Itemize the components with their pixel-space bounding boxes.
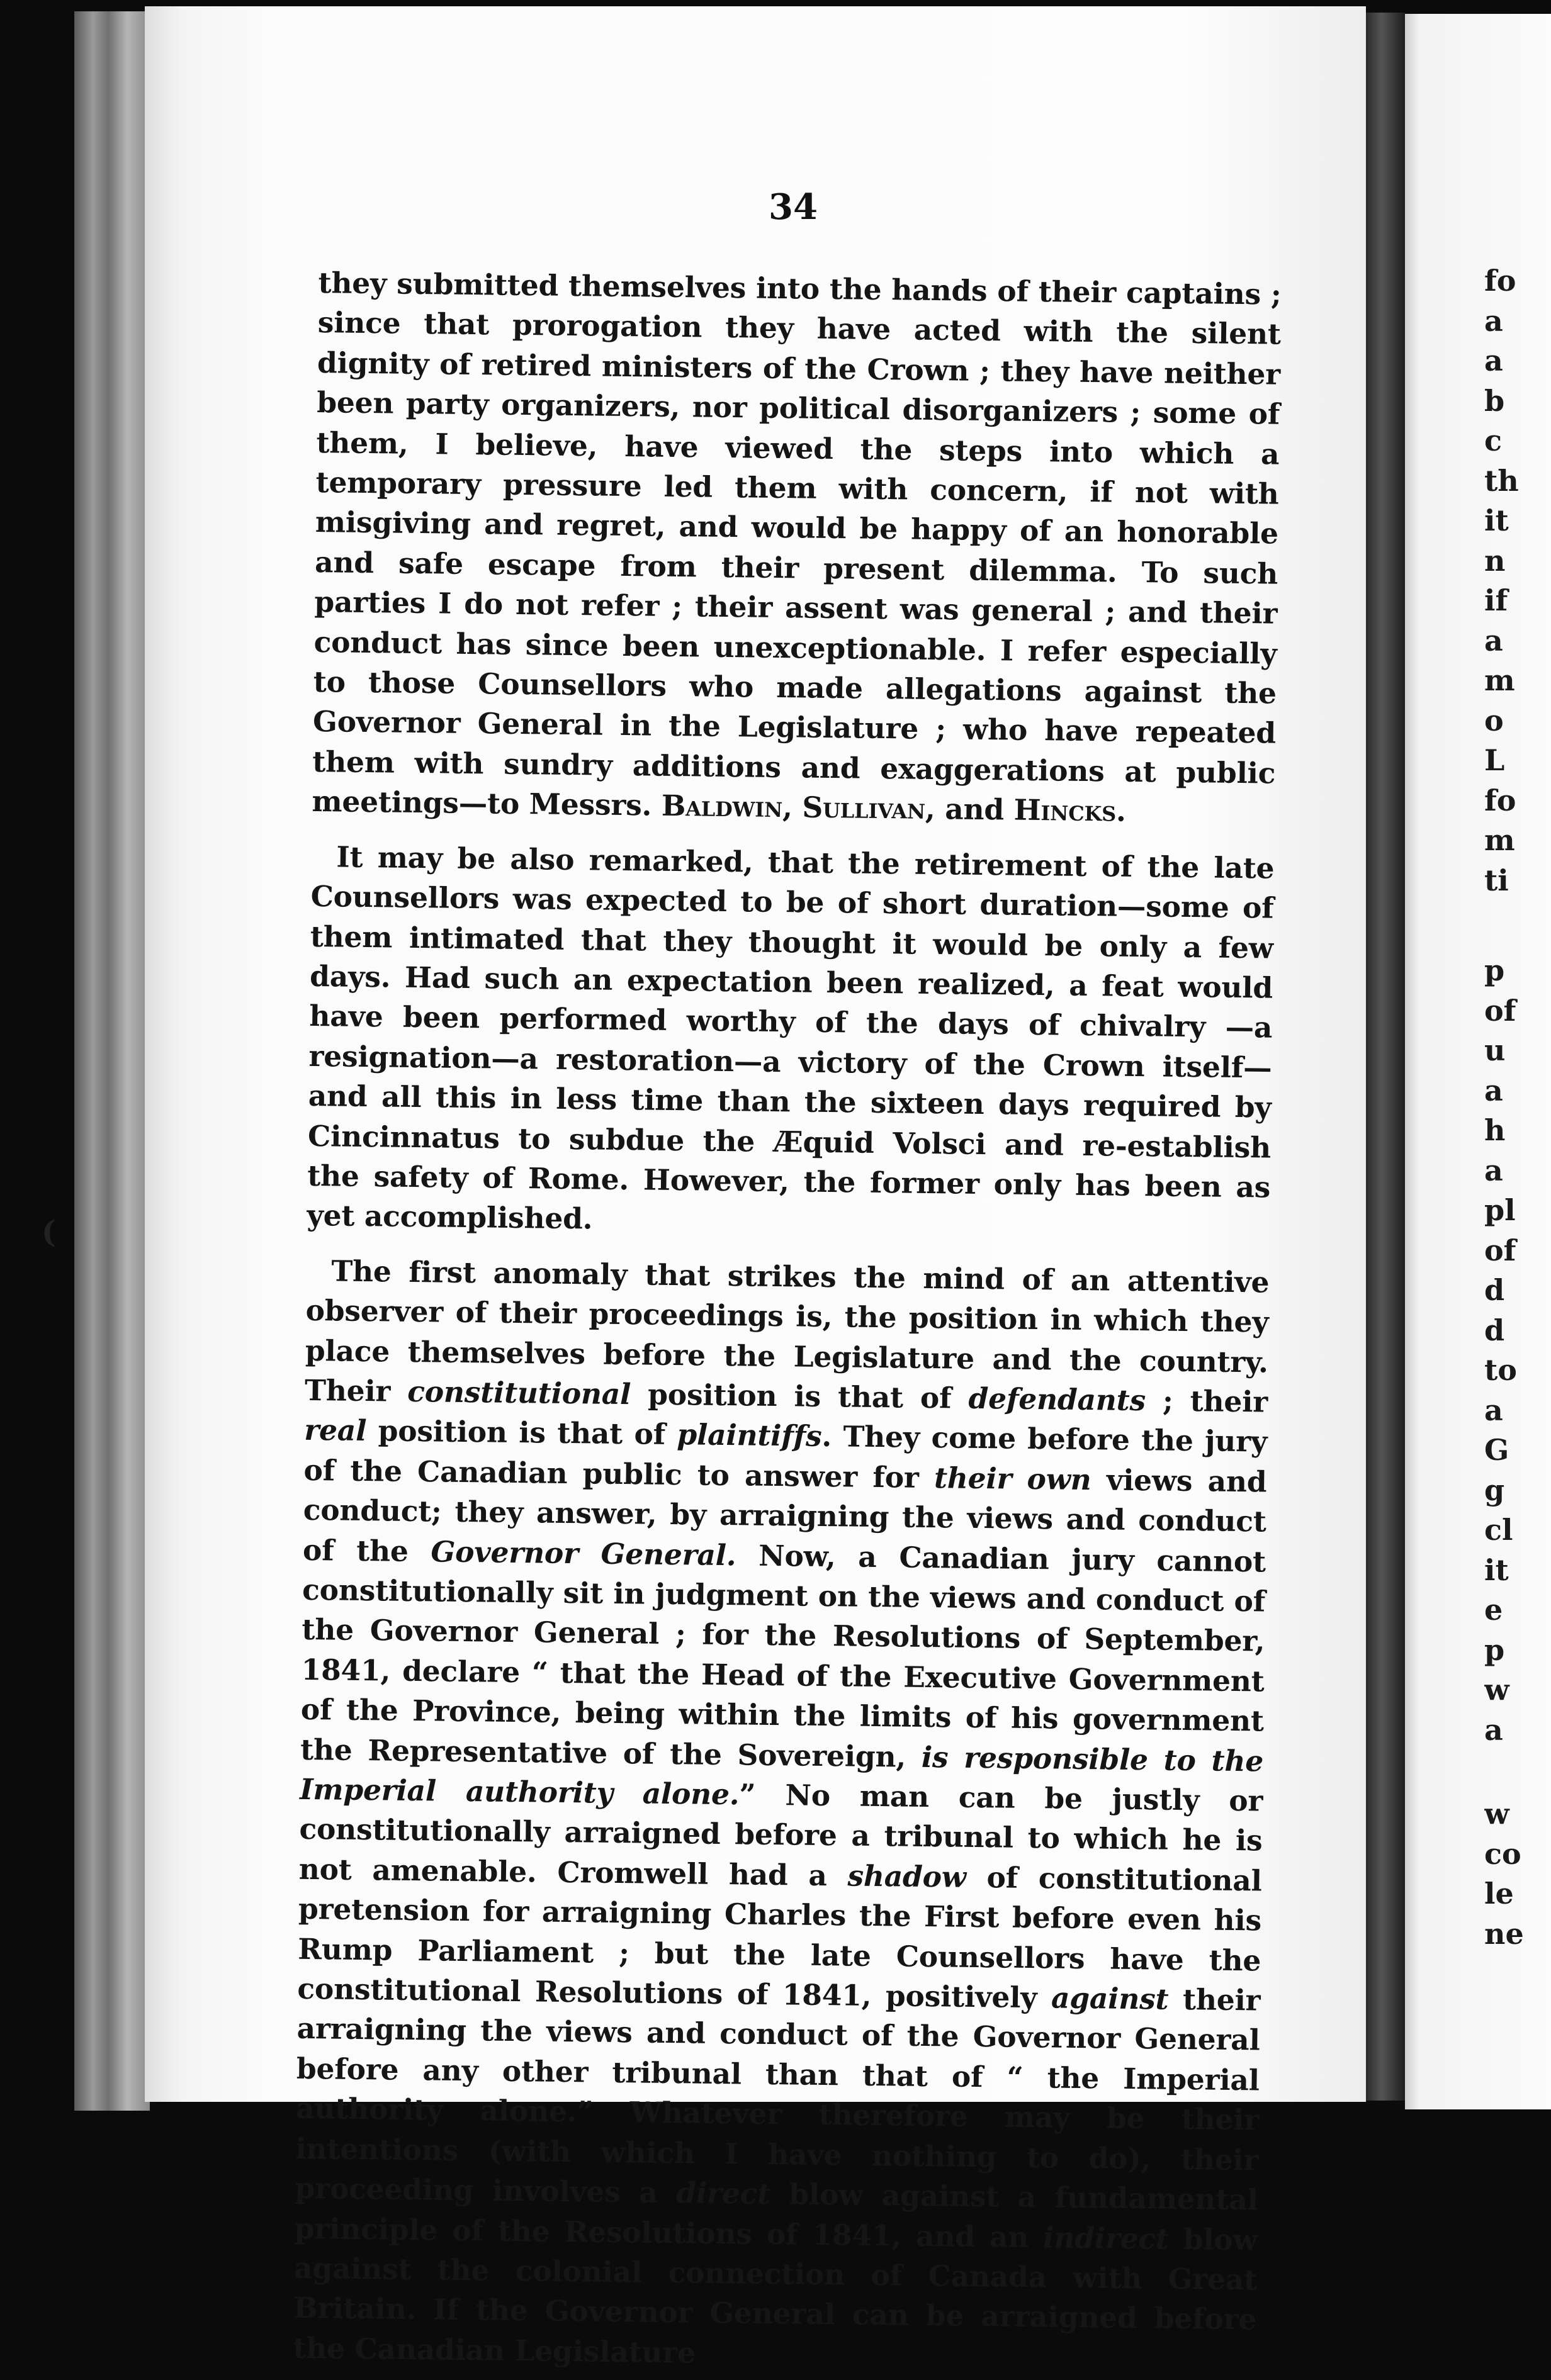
name-sullivan: Sullivan	[802, 790, 926, 826]
italic-run: Governor General.	[431, 1534, 736, 1572]
facing-page-line: ne	[1484, 1916, 1524, 1951]
facing-page-line: d	[1484, 1273, 1505, 1307]
facing-page-line: b	[1484, 383, 1505, 418]
facing-page-line: a	[1484, 1393, 1503, 1427]
facing-page-line: h	[1484, 1113, 1506, 1147]
paragraph-1	[312, 263, 1282, 833]
facing-page-line: m	[1484, 823, 1515, 857]
italic-run: real	[304, 1413, 367, 1448]
paragraph-1-text: they submitted themselves into the hands of their captains ; since that prorogation they have acted with the silent dignity of retired ministers of the Crown ; they have neither been party organizers, nor political disorganizers ; some of them, I believe, have viewed the steps into which a temporary pressure led them with concern, if not with misgiving and regret, and would be happy of an honorable and safe escape from their present dilemma. To such parties I do not refer ; their assent was general ; and their conduct has since been unexceptionable. I refer especially to those Counsellors who made allegations against the Governor General in the Legislature ; who have repeated them with sundry additions and exaggerations at public meetings—to Messrs.	[312, 265, 1282, 823]
page-number: 34	[769, 186, 818, 228]
italic-run: defendants	[968, 1381, 1146, 1418]
book-page-edges	[74, 11, 150, 2111]
facing-page-line: it	[1484, 1552, 1509, 1587]
text-run: their arraigning the views and conduct of the Governor General before any other tribunal than that of “ the Imperial authority alone.” Whatever therefore may be their intentions (with which I have nothing to do), their proceeding involves a	[295, 1982, 1261, 2210]
facing-page-line: a	[1484, 1073, 1503, 1108]
facing-page-line: a	[1484, 1712, 1503, 1747]
paragraph-2: It may be also remarked, that the retirement of the late Counsellors was expected to be of short duration—some of them intimated that they thought it would be only a few days. Had such an expectation been realized, a feat would have been performed worthy of the days of chivalry —a resignation—a restoration—a victory of the Crown itself—and all this in less time than the sixteen days required by Cincinnatus to subdue the Æquid Volsci and re-establish the safety of Rome. However, the former only has been as yet accomplished.	[307, 839, 1275, 1236]
text-run: Now, a Canadian jury cannot constitutionally sit in judgment on the views and conduct of the Governor General ; for the Resolutions of September, 1841, declare “ that the Head of the Executive Government of the Province, being within the limits of his government the Representative of the Sovereign,	[300, 1537, 1266, 1774]
facing-page-line: of	[1484, 1233, 1516, 1267]
facing-page-line: g	[1484, 1473, 1505, 1507]
facing-page-line: o	[1484, 703, 1504, 738]
italic-run: plaintiffs	[677, 1417, 822, 1454]
punct: .	[1115, 794, 1127, 829]
facing-page-line: p	[1484, 1632, 1505, 1667]
italic-run: constitutional	[407, 1374, 631, 1412]
italic-run: direct	[675, 2175, 771, 2211]
italic-run: is responsible to the Imperial authority alone.	[300, 1739, 1264, 1812]
paragraph-3	[293, 1251, 1270, 2380]
margin-speck: (	[42, 1215, 56, 1250]
book-gutter	[1366, 13, 1405, 2101]
facing-page-line: cl	[1484, 1513, 1513, 1547]
facing-page-line: c	[1484, 424, 1503, 457]
facing-page-line: a	[1484, 303, 1503, 338]
facing-page-line: n	[1484, 543, 1506, 578]
punct: , and	[925, 792, 1015, 827]
facing-page-line: it	[1484, 503, 1509, 537]
text-run: position is that of	[630, 1377, 969, 1415]
facing-page-line: a	[1484, 1153, 1503, 1187]
text-run: blow against the colonial connection of Canada with Great Britain. If the Governor General can be arraigned before the Canadian Legislature	[293, 2221, 1258, 2370]
text-run: . They come before the jury of the Canadian public to answer for	[303, 1419, 1268, 1495]
italic-run: shadow	[847, 1858, 967, 1894]
name-hincks: Hincks	[1013, 792, 1117, 828]
text-run: The first anomaly that strikes the mind of an attentive observer of their proceedings is, the position in which they place themselves before the Legislature and the country. Their	[304, 1254, 1270, 1408]
facing-page-line: co	[1484, 1836, 1521, 1871]
facing-page-line: a	[1484, 344, 1503, 378]
facing-page-line: m	[1484, 663, 1515, 697]
italic-run: against	[1051, 1980, 1169, 2016]
text-run: blow against a fundamental principle of the Resolutions of 1841, and an	[294, 2177, 1258, 2254]
italic-run: their own	[933, 1460, 1091, 1496]
facing-page-line: a	[1484, 623, 1503, 658]
facing-page-line: to	[1484, 1353, 1517, 1387]
facing-page-line: ti	[1484, 863, 1509, 897]
text-run: views and conduct; they answer, by arraigning the views and conduct of the	[302, 1462, 1267, 1568]
facing-page-line: L	[1484, 743, 1505, 777]
italic-run: indirect	[1042, 2220, 1170, 2256]
text-run: ; their	[1145, 1383, 1268, 1419]
facing-page-line: p	[1484, 953, 1505, 987]
facing-page-line: if	[1484, 583, 1508, 617]
facing-page-line: w	[1484, 1673, 1509, 1707]
text-run: position is that of	[366, 1413, 677, 1452]
name-baldwin: Baldwin	[661, 789, 783, 824]
facing-page-line: u	[1484, 1033, 1506, 1067]
facing-page-line: of	[1484, 993, 1516, 1028]
facing-page-line: e	[1484, 1593, 1503, 1627]
facing-page-line: pl	[1484, 1193, 1516, 1227]
punct: ,	[782, 790, 803, 824]
text-run: of constitutional pretension for arraigning Charles the First before even his Rump Parliament ; but the late Counsellors have the constitutional Resolutions of 1841, positively	[297, 1860, 1263, 2015]
facing-page-line: G	[1484, 1433, 1509, 1467]
facing-page-line: d	[1484, 1313, 1505, 1347]
text-run: ” No man can be justly or constitutionally arraigned before a tribunal to which he is not amenable. Cromwell had a	[298, 1777, 1263, 1893]
facing-page-line: w	[1484, 1797, 1509, 1831]
facing-page-line: le	[1484, 1877, 1514, 1911]
facing-page-line: th	[1484, 463, 1519, 498]
page-body	[293, 263, 1282, 2380]
facing-page-line: fo	[1484, 264, 1516, 298]
facing-page-line: fo	[1484, 783, 1516, 817]
